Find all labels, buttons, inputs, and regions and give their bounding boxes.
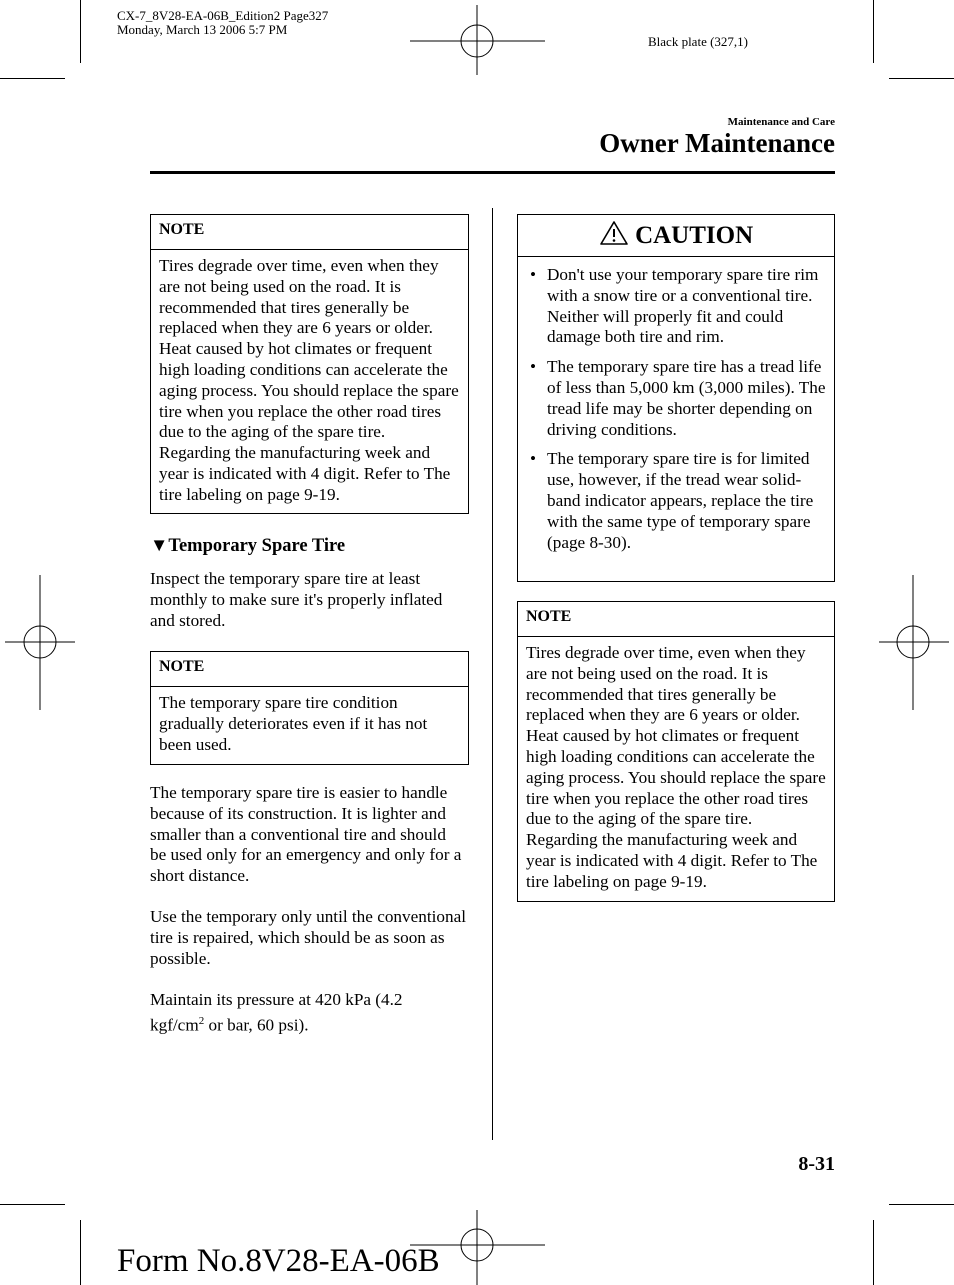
caution-heading-text: CAUTION [635,222,754,249]
note-body: The temporary spare tire condition gradually deteriorates even if it has not been used. [159,693,428,754]
paragraph-construction: The temporary spare tire is easier to handle because of its construction. It is lighter and smaller than a conventional tire and should be used only for an emergency and only for a short distance. [150,783,462,886]
caution-box [517,214,835,582]
page-number: 8-31 [798,1153,835,1175]
caution-list [518,257,834,561]
section-label: Maintenance and Care [727,116,835,128]
column-divider [492,208,493,1140]
print-date-line: Monday, March 13 2006 5:7 PM [117,22,288,37]
pressure-text-a: Maintain its pressure at 420 kPa (4.2 kgf/cm [150,990,403,1035]
bullet-icon: • [530,265,537,284]
caution-item [526,357,826,440]
note-box-deterioration [150,651,469,765]
note-box-tire-age [150,214,469,514]
note-body: Tires degrade over time, even when they are not being used on the road. It is recommended that tires generally be replaced when they are 6 years or older. Heat caused by hot climates or frequent high loading conditions can accelerate the aging process. You should replace the spare tire when you replace the other road tires due to the aging of the spare tire. Regarding the manufacturing week and year is indicated with 4 digit. Refer to The tire labeling on page 9-19. [159,256,459,504]
caution-item-text: The temporary spare tire has a tread life of less than 5,000 km (3,000 miles). The tread life may be shorter depending on driving conditions. [547,357,826,439]
caution-item [526,265,826,348]
subsection-heading-text: Temporary Spare Tire [168,536,346,556]
bullet-icon: • [530,449,537,469]
subsection-heading [150,536,345,557]
note-heading: NOTE [518,602,834,637]
paragraph-inspect: Inspect the temporary spare tire at least monthly to make sure it's properly inflated and stored. [150,569,443,630]
note-body: Tires degrade over time, even when they are not being used on the road. It is recommended that tires generally be replaced when they are 6 years or older. Heat caused by hot climates or frequent high loading conditions can accelerate the aging process. You should replace the spare tire when you replace the other road tires due to the aging of the spare tire. Regarding the manufacturing week and year is indicated with 4 digit. Refer to The tire labeling on page 9-19. [526,643,826,891]
caution-item-text: The temporary spare tire is for limited use, however, if the tread wear solid-band indicator appears, replace the tire with the same type of temporary spare (page 8-30). [547,449,814,552]
form-number: Form No.8V28-EA-06B [117,1243,440,1279]
registration-mark-top [410,5,545,75]
warning-triangle-icon [599,220,629,246]
pressure-superscript: 2 [198,1014,205,1027]
pressure-text-b: or bar, 60 psi). [204,1015,309,1035]
header-rule [150,171,835,174]
note-heading: NOTE [151,652,468,687]
print-file-line: CX-7_8V28-EA-06B_Edition2 Page327 [117,8,329,23]
triangle-down-icon: ▼ [150,536,169,556]
caution-heading [518,215,834,257]
caution-item [526,449,826,553]
black-plate-label: Black plate (327,1) [648,34,748,49]
registration-mark-left [5,575,75,710]
note-box-tire-age-right [517,601,835,902]
caution-item-text: Don't use your temporary spare tire rim with a snow tire or a conventional tire. Neither will properly fit and could damage both tire and rim. [547,265,819,347]
page-title: Owner Maintenance [599,128,835,158]
paragraph-temporary-use: Use the temporary only until the conventional tire is repaired, which should be as soon as possible. [150,907,466,968]
paragraph-pressure [150,990,450,1036]
bullet-icon: • [530,357,537,377]
registration-mark-right [879,575,949,710]
note-heading: NOTE [151,215,468,250]
